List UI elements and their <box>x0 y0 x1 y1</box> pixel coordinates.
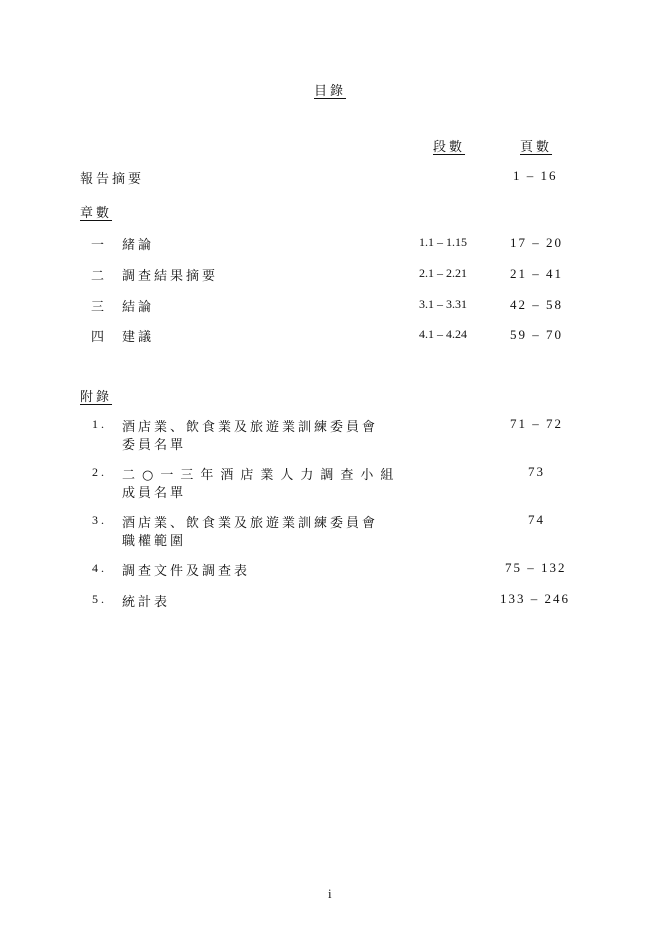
page-title: 目錄 <box>314 84 347 99</box>
appendix-title-line2: 職權範圍 <box>122 534 187 549</box>
appendix-pages: 74 <box>528 512 545 527</box>
appendix-pages: 73 <box>528 464 545 479</box>
chapter-number: 四 <box>91 330 108 345</box>
chapter-paragraphs: 3.1 – 3.31 <box>419 297 467 311</box>
chapter-pages: 17 – 20 <box>510 235 563 250</box>
appendix-title-line1: 酒店業、飲食業及旅遊業訓練委員會 <box>122 420 379 435</box>
appendix-pages: 133 – 246 <box>500 591 570 606</box>
chapter-pages: 21 – 41 <box>510 266 563 281</box>
appendix-title-line2: 成員名單 <box>122 486 187 501</box>
appendix-title-line1: 酒店業、飲食業及旅遊業訓練委員會 <box>122 516 379 531</box>
chapter-title: 建議 <box>122 330 155 345</box>
appendix-title-line1: 調查文件及調查表 <box>122 564 251 579</box>
chapter-title: 調查結果摘要 <box>122 269 219 284</box>
chapter-paragraphs: 4.1 – 4.24 <box>419 327 467 341</box>
appendix-title-line2: 委員名單 <box>122 438 187 453</box>
chapter-pages: 59 – 70 <box>510 327 563 342</box>
appendix-title-line1: 二○一三年酒店業人力調查小組 <box>122 468 401 483</box>
appendix-number: 2. <box>92 465 107 479</box>
chapter-number: 二 <box>91 269 108 284</box>
pages-column-header: 頁數 <box>520 140 553 155</box>
appendix-heading: 附錄 <box>80 390 113 405</box>
chapter-number: 一 <box>91 238 108 253</box>
footer-page-number: i <box>328 886 332 901</box>
appendix-number: 3. <box>92 513 107 527</box>
appendix-title-line1: 統計表 <box>122 595 171 610</box>
chapter-paragraphs: 2.1 – 2.21 <box>419 266 467 280</box>
chapter-title: 緒論 <box>122 238 155 253</box>
chapter-pages: 42 – 58 <box>510 297 563 312</box>
appendix-number: 4. <box>92 561 107 575</box>
appendix-number: 5. <box>92 592 107 606</box>
chapter-number: 三 <box>91 300 108 315</box>
appendix-pages: 71 – 72 <box>510 416 563 431</box>
appendix-number: 1. <box>92 417 107 431</box>
chapters-heading: 章數 <box>80 206 113 221</box>
chapter-paragraphs: 1.1 – 1.15 <box>419 235 467 249</box>
chapter-title: 結論 <box>122 300 155 315</box>
paragraphs-column-header: 段數 <box>433 140 466 155</box>
appendix-pages: 75 – 132 <box>505 560 567 575</box>
summary-pages: 1 – 16 <box>513 168 558 183</box>
summary-label: 報告摘要 <box>80 172 145 187</box>
